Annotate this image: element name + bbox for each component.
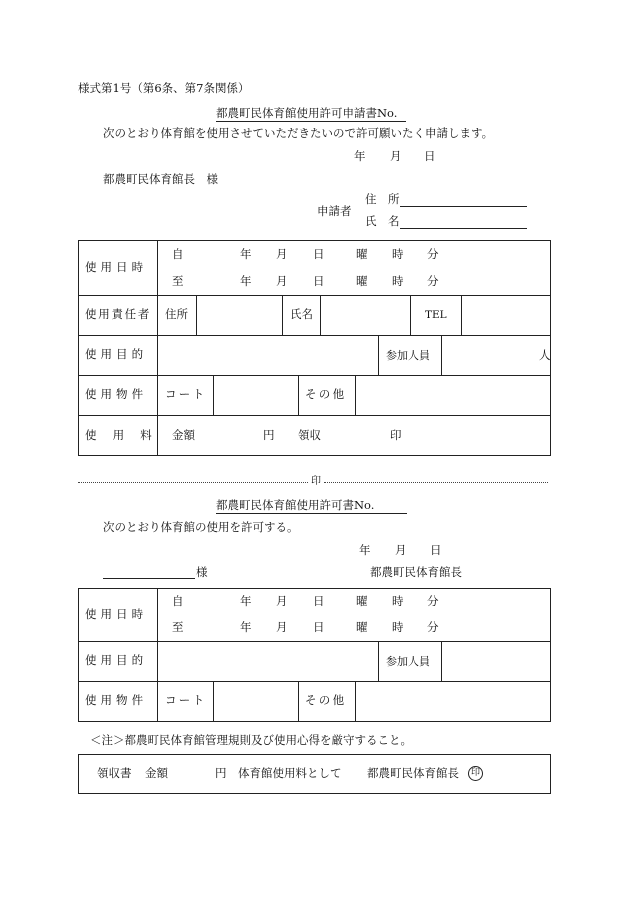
- other-field[interactable]: [358, 378, 548, 412]
- facility-label: 使用物件: [85, 387, 148, 401]
- permit-note: ＜注＞都農町民体育館管理規則及び使用心得を厳守すること。: [90, 733, 412, 747]
- receipt-purpose: 体育館使用料として: [238, 766, 342, 780]
- form-number: 様式第1号（第6条、第7条関係）: [78, 81, 250, 95]
- fee-amount-label: 金額: [172, 428, 195, 442]
- to-weekday[interactable]: 曜: [356, 274, 368, 288]
- permit-from-year[interactable]: 年: [240, 594, 252, 608]
- application-intro: 次のとおり体育館を使用させていただきたいので許可願いたく申請します。: [103, 126, 494, 140]
- responsible-address-field[interactable]: [200, 298, 280, 332]
- from-month[interactable]: 月: [276, 247, 288, 261]
- permit-from-minute[interactable]: 分: [427, 594, 439, 608]
- receipt-amount-field[interactable]: [172, 758, 212, 788]
- application-title-text: 都農町民体育館使用許可申請書No.: [216, 106, 398, 120]
- cell-divider: [410, 295, 411, 335]
- permit-table-label-divider: [157, 588, 158, 722]
- responsible-name-field[interactable]: [323, 298, 408, 332]
- application-addressee: 都農町民体育館長 様: [103, 172, 218, 186]
- permit-purpose-label: 使用目的: [85, 653, 148, 667]
- to-year[interactable]: 年: [240, 274, 252, 288]
- permit-sama: 様: [196, 565, 208, 579]
- permit-to-hour[interactable]: 時: [392, 620, 404, 634]
- fee-yen: 円: [263, 428, 275, 442]
- cell-divider: [196, 295, 197, 335]
- cell-divider: [282, 295, 283, 335]
- permit-date-year[interactable]: 年: [359, 543, 371, 557]
- permit-from-weekday[interactable]: 曜: [356, 594, 368, 608]
- cell-divider: [213, 375, 214, 415]
- applicant-address-label: 住 所: [365, 192, 400, 206]
- permit-issuer: 都農町民体育館長: [370, 565, 462, 579]
- permit-participants-field[interactable]: [444, 644, 548, 678]
- participants-unit: 人: [539, 348, 551, 362]
- application-table-label-divider: [157, 240, 158, 456]
- permit-to-year[interactable]: 年: [240, 620, 252, 634]
- other-label: その他: [305, 387, 347, 401]
- cell-divider: [378, 335, 379, 375]
- receipt-yen: 円: [215, 766, 227, 780]
- to-hour[interactable]: 時: [392, 274, 404, 288]
- permit-facility-label: 使用物件: [85, 693, 148, 707]
- applicant-address-line[interactable]: [400, 206, 527, 207]
- cut-line-left: [78, 482, 308, 483]
- application-date-day[interactable]: 日: [424, 149, 436, 163]
- to-month[interactable]: 月: [276, 274, 288, 288]
- from-label: 自: [172, 247, 184, 261]
- cell-divider: [213, 681, 214, 722]
- applicant-name-label: 氏 名: [365, 214, 400, 228]
- fee-label: 使用料: [85, 428, 168, 442]
- cell-divider: [355, 681, 356, 722]
- fee-amount-field[interactable]: [200, 418, 255, 452]
- responsible-tel-label: TEL: [425, 309, 447, 321]
- responsible-name-label: 氏名: [290, 307, 313, 321]
- permit-to-weekday[interactable]: 曜: [356, 620, 368, 634]
- cell-divider: [461, 295, 462, 335]
- application-row-divider: [78, 335, 551, 336]
- purpose-field[interactable]: [160, 338, 375, 372]
- permit-date-month[interactable]: 月: [395, 543, 407, 557]
- receipt-amount-label: 金額: [145, 766, 168, 780]
- receipt-seal-icon: 印: [468, 766, 483, 781]
- cell-divider: [298, 681, 299, 722]
- applicant-label: 申請者: [317, 204, 352, 218]
- cell-divider: [320, 295, 321, 335]
- responsible-label: 使用責任者: [85, 307, 152, 321]
- permit-purpose-field[interactable]: [160, 644, 375, 678]
- permit-court-field[interactable]: [216, 684, 296, 718]
- application-row-divider: [78, 375, 551, 376]
- application-row-divider: [78, 415, 551, 416]
- permit-title-text: 都農町民体育館使用許可書No.: [216, 498, 375, 512]
- permit-date-day[interactable]: 日: [430, 543, 442, 557]
- from-year[interactable]: 年: [240, 247, 252, 261]
- permit-other-field[interactable]: [358, 684, 548, 718]
- cell-divider: [441, 641, 442, 681]
- permit-recipient-line[interactable]: [103, 578, 195, 579]
- from-weekday[interactable]: 曜: [356, 247, 368, 261]
- cut-line-seal: 印: [311, 476, 321, 487]
- permit-row-divider: [78, 681, 551, 682]
- applicant-name-line[interactable]: [400, 228, 527, 229]
- fee-seal[interactable]: 印: [390, 428, 402, 442]
- receipt-label: 領収書: [97, 766, 132, 780]
- responsible-address-label: 住所: [165, 307, 188, 321]
- fee-received-label: 領収: [298, 428, 321, 442]
- from-minute[interactable]: 分: [427, 247, 439, 261]
- from-day[interactable]: 日: [313, 247, 325, 261]
- permit-to-month[interactable]: 月: [276, 620, 288, 634]
- court-label: コート: [165, 387, 207, 401]
- permit-title: [216, 500, 407, 514]
- application-row-divider: [78, 295, 551, 296]
- permit-from-label: 自: [172, 594, 184, 608]
- permit-from-hour[interactable]: 時: [392, 594, 404, 608]
- to-label: 至: [172, 274, 184, 288]
- permit-other-label: その他: [305, 693, 347, 707]
- application-date-year[interactable]: 年: [354, 149, 366, 163]
- receipt-issuer: 都農町民体育館長: [367, 766, 459, 780]
- permit-to-label: 至: [172, 620, 184, 634]
- cut-line-right: [324, 482, 548, 483]
- permit-to-day[interactable]: 日: [313, 620, 325, 634]
- court-field[interactable]: [216, 378, 296, 412]
- cell-divider: [441, 335, 442, 375]
- permit-row-divider: [78, 641, 551, 642]
- permit-from-month[interactable]: 月: [276, 594, 288, 608]
- participants-field[interactable]: [444, 338, 539, 372]
- responsible-tel-field[interactable]: [464, 298, 548, 332]
- permit-participants-label: 参加人員: [386, 655, 430, 668]
- from-hour[interactable]: 時: [392, 247, 404, 261]
- cell-divider: [298, 375, 299, 415]
- to-minute[interactable]: 分: [427, 274, 439, 288]
- cut-line: [78, 476, 548, 488]
- permit-to-minute[interactable]: 分: [427, 620, 439, 634]
- usage-datetime-label: 使用日時: [85, 260, 148, 274]
- permit-usage-datetime-label: 使用日時: [85, 607, 148, 621]
- cell-divider: [355, 375, 356, 415]
- permit-from-day[interactable]: 日: [313, 594, 325, 608]
- permit-intro: 次のとおり体育館の使用を許可する。: [103, 520, 299, 534]
- permit-court-label: コート: [165, 693, 207, 707]
- cell-divider: [378, 641, 379, 681]
- application-date-month[interactable]: 月: [390, 149, 402, 163]
- application-title: [216, 108, 406, 122]
- purpose-label: 使用目的: [85, 347, 148, 361]
- to-day[interactable]: 日: [313, 274, 325, 288]
- participants-label: 参加人員: [386, 349, 430, 362]
